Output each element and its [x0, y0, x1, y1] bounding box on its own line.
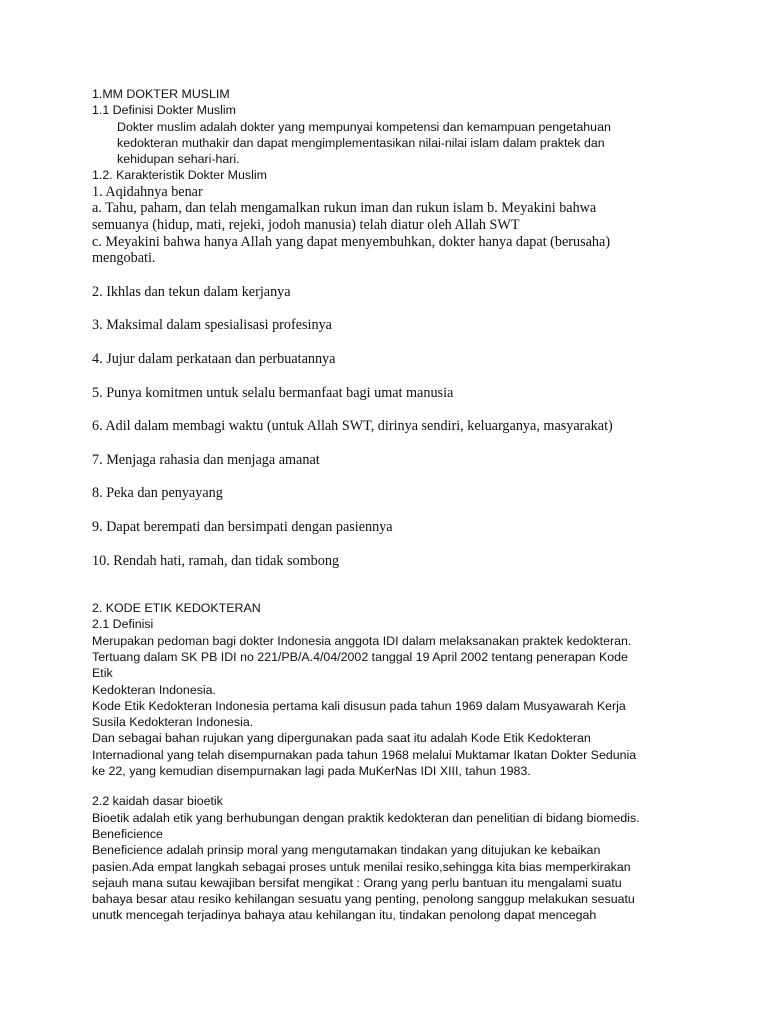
- list-item-detail: semuanya (hidup, mati, rejeki, jodoh manusia) telah diatur oleh Allah SWT: [92, 216, 520, 233]
- list-item: 8. Peka dan penyayang: [92, 485, 223, 502]
- paragraph-line: Bioetik adalah etik yang berhubungan dengan praktik kedokteran dan penelitian di bidang biomedis.: [92, 810, 640, 825]
- list-item-detail: a. Tahu, paham, dan telah mengamalkan rukun iman dan rukun islam b. Meyakini bahwa: [92, 200, 597, 217]
- paragraph-line: Internadional yang telah disempurnakan pada tahun 1968 melalui Muktamar Ikatan Dokter Sedunia: [92, 747, 637, 762]
- section-1-2-heading: 1.2. Karakteristik Dokter Muslim: [92, 168, 267, 183]
- list-item-detail: mengobati.: [92, 250, 156, 267]
- section-2-1-heading: 2.1 Definisi: [92, 617, 154, 632]
- section-2-heading: 2. KODE ETIK KEDOKTERAN: [92, 601, 261, 616]
- paragraph-line: ke 22, yang kemudian disempurnakan lagi pada MuKerNas IDI XIII, tahun 1983.: [92, 764, 531, 779]
- section-2-2-heading: 2.2 kaidah dasar bioetik: [92, 794, 223, 809]
- definition-line: kedokteran muthakir dan dapat mengimplementasikan nilai-nilai islam dalam praktek dan: [117, 135, 605, 150]
- definition-line: Dokter muslim adalah dokter yang mempunyai kompetensi dan kemampuan pengetahuan: [117, 119, 611, 134]
- list-item: 1. Aqidahnya benar: [92, 183, 203, 200]
- list-item: 9. Dapat berempati dan bersimpati dengan pasiennya: [92, 518, 393, 535]
- paragraph-line: pasien.Ada empat langkah sebagai proses untuk menilai resiko,sehingga kita bias memperkirakan: [92, 859, 631, 874]
- list-item: 4. Jujur dalam perkataan dan perbuatannya: [92, 350, 336, 367]
- paragraph-line: Etik: [92, 666, 113, 681]
- paragraph-line: Susila Kedokteran Indonesia.: [92, 715, 254, 730]
- paragraph-line: Kedokteran Indonesia.: [92, 682, 216, 697]
- paragraph-line: Beneficience adalah prinsip moral yang mengutamakan tindakan yang ditujukan ke kebaikan: [92, 843, 601, 858]
- paragraph-line: sejauh mana sutau kewajiban bersifat mengikat : Orang yang perlu bantuan itu mengalami suatu: [92, 875, 622, 890]
- paragraph-line: Dan sebagai bahan rujukan yang dipergunakan pada saat itu adalah Kode Etik Kedokteran: [92, 731, 591, 746]
- list-item: 5. Punya komitmen untuk selalu bermanfaat bagi umat manusia: [92, 384, 454, 401]
- definition-line: kehidupan sehari-hari.: [117, 152, 240, 167]
- paragraph-line: Kode Etik Kedokteran Indonesia pertama kali disusun pada tahun 1969 dalam Musyawarah Kerja: [92, 698, 626, 713]
- paragraph-line: Tertuang dalam SK PB IDI no 221/PB/A.4/04/2002 tanggal 19 April 2002 tentang penerapan Kode: [92, 649, 628, 664]
- paragraph-line: bahaya besar atau resiko kehilangan sesuatu yang penting, penolong sanggup melakukan sesuatu: [92, 892, 635, 907]
- list-item: 2. Ikhlas dan tekun dalam kerjanya: [92, 283, 291, 300]
- list-item: 3. Maksimal dalam spesialisasi profesinya: [92, 317, 332, 334]
- list-item: 10. Rendah hati, ramah, dan tidak sombong: [92, 552, 340, 569]
- list-item: 6. Adil dalam membagi waktu (untuk Allah SWT, dirinya sendiri, keluarganya, masyarakat): [92, 418, 613, 435]
- paragraph-line: Beneficience: [92, 826, 163, 841]
- document-page: [92, 86, 692, 924]
- list-item: 7. Menjaga rahasia dan menjaga amanat: [92, 451, 320, 468]
- paragraph-line: Merupakan pedoman bagi dokter Indonesia anggota IDI dalam melaksanakan praktek kedokteran.: [92, 633, 632, 648]
- list-item-detail: c. Meyakini bahwa hanya Allah yang dapat menyembuhkan, dokter hanya dapat (berusaha): [92, 233, 611, 250]
- section-1-1-heading: 1.1 Definisi Dokter Muslim: [92, 103, 236, 118]
- section-1-heading: 1.MM DOKTER MUSLIM: [92, 87, 230, 101]
- paragraph-line: unutk mencegah terjadinya bahaya atau kehilangan itu, tindakan penolong dapat mencegah: [92, 908, 597, 923]
